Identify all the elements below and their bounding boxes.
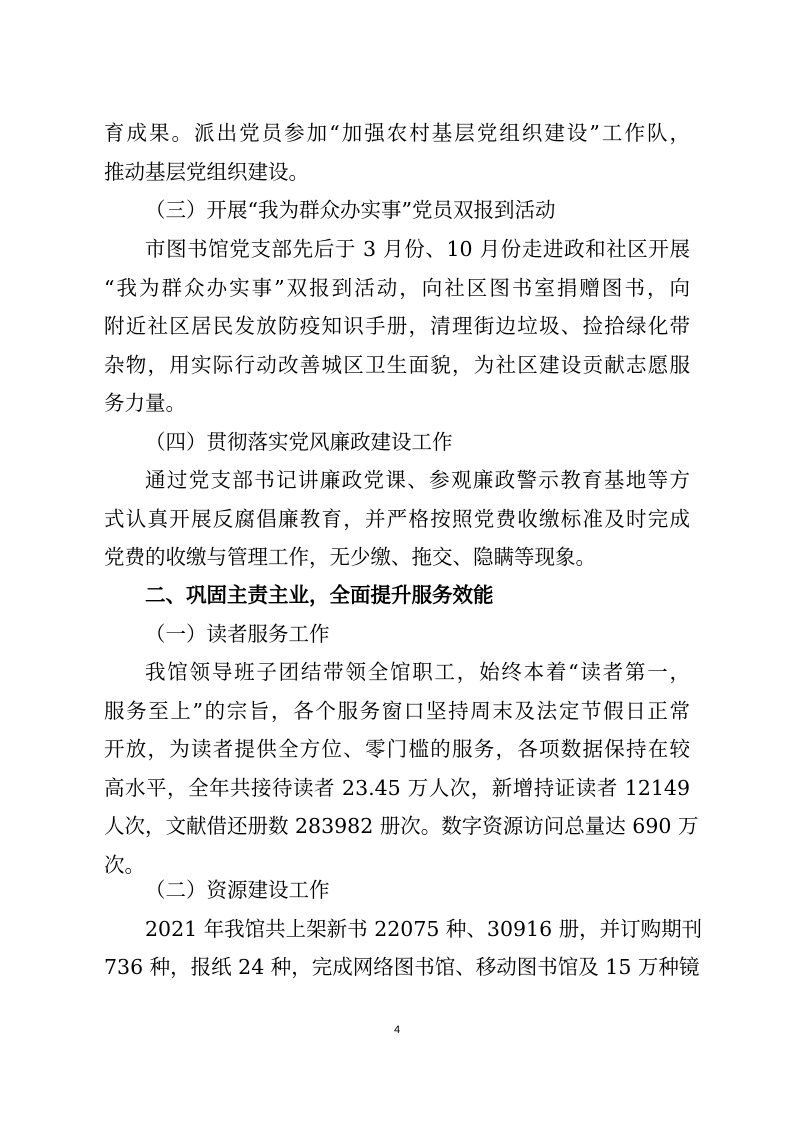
paragraph-line: 服务至上”的宗旨，各个服务窗口坚持周末及法定节假日正常 [104,699,690,723]
paragraph-line: 育成果。派出党员参加“加强农村基层党组织建设”工作队， [104,121,690,145]
subsection-heading: （一）读者服务工作 [145,622,330,646]
paragraph-line: 次。 [104,853,145,877]
paragraph-line: 通过党支部书记讲廉政党课、参观廉政警示教育基地等方 [145,468,690,492]
paragraph-line: 党费的收缴与管理工作，无少缴、拖交、隐瞒等现象。 [104,545,596,569]
paragraph-line: 2021 年我馆共上架新书 22075 种、30916 册，并订购期刊 [145,917,703,941]
paragraph-line: 736 种，报纸 24 种，完成网络图书馆、移动图书馆及 15 万种镜 [104,955,700,979]
paragraph-line: 附近社区居民发放防疫知识手册，清理街边垃圾、捡拾绿化带 [104,314,690,338]
paragraph-line: 高水平，全年共接待读者 23.45 万人次，新增持证读者 12149 [104,776,690,800]
paragraph-line: 人次，文献借还册数 283982 册次。数字资源访问总量达 690 万 [104,814,699,838]
subsection-heading: （四）贯彻落实党风廉政建设工作 [145,430,453,454]
paragraph-line: 务力量。 [104,391,186,415]
paragraph-line: 推动基层党组织建设。 [104,160,309,184]
paragraph-line: 式认真开展反腐倡廉教育，并严格按照党费收缴标准及时完成 [104,507,690,531]
subsection-heading: （三）开展“我为群众办实事”党员双报到活动 [145,198,556,222]
subsection-heading: （二）资源建设工作 [145,878,330,902]
paragraph-line: 开放，为读者提供全方位、零门槛的服务，各项数据保持在较 [104,737,690,761]
paragraph-line: “我为群众办实事”双报到活动，向社区图书室捐赠图书，向 [104,276,690,300]
page-number: 4 [393,1024,401,1036]
section-heading: 二、巩固主责主业，全面提升服务效能 [145,583,494,607]
paragraph-line: 我馆领导班子团结带领全馆职工，始终本着“读者第一， [145,660,690,684]
paragraph-line: 市图书馆党支部先后于 3 月份、10 月份走进政和社区开展 [145,237,690,261]
paragraph-line: 杂物，用实际行动改善城区卫生面貌，为社区建设贡献志愿服 [104,353,690,377]
